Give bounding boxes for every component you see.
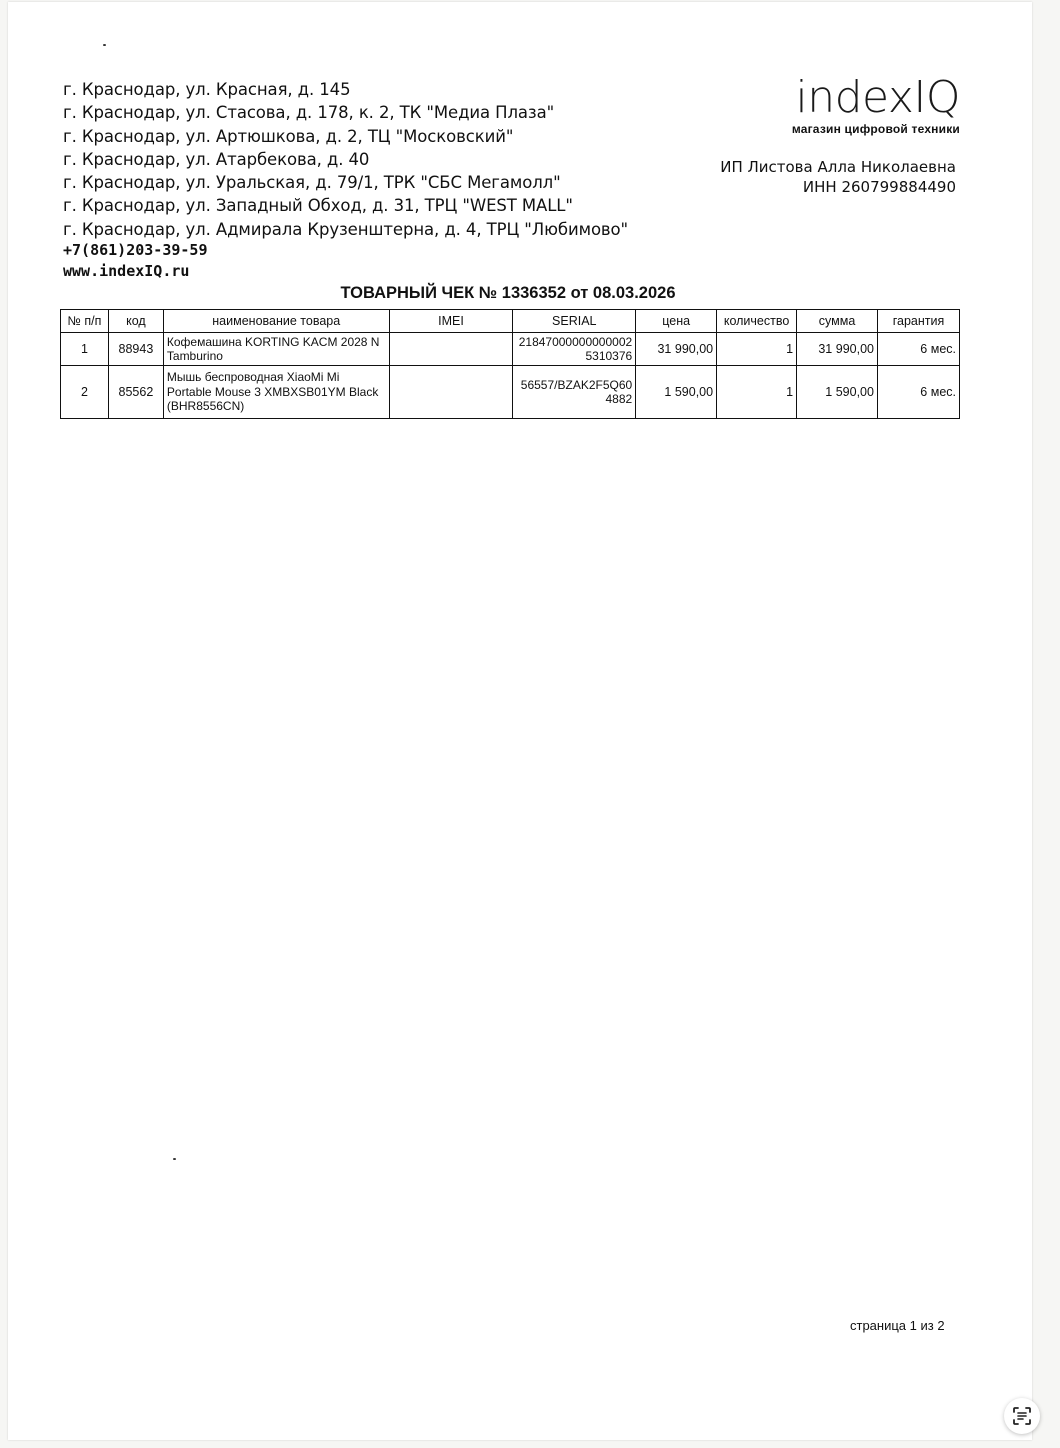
- store-phone: +7(861)203-39-59: [63, 241, 208, 259]
- seller-info: [720, 157, 956, 197]
- item-serial: 56557/BZAK2F5Q604882: [513, 366, 636, 419]
- item-warranty: 6 мес.: [877, 333, 959, 366]
- column-header: сумма: [797, 310, 878, 333]
- seller-name: ИП Листова Алла Николаевна: [720, 158, 956, 176]
- store-address: г. Краснодар, ул. Уральская, д. 79/1, ТРК "СБС Мегамолл": [63, 173, 561, 193]
- store-website: www.indexIQ.ru: [63, 262, 190, 280]
- column-header: № п/п: [61, 310, 109, 333]
- item-sum: 1 590,00: [797, 366, 878, 419]
- brand-block: [791, 72, 960, 136]
- item-imei: [389, 333, 513, 366]
- item-imei: [389, 366, 513, 419]
- store-address: г. Краснодар, ул. Красная, д. 145: [63, 80, 351, 99]
- store-contacts: [63, 240, 208, 282]
- page-number: страница 1 из 2: [850, 1318, 945, 1333]
- table-header-row: [61, 310, 960, 333]
- item-price: 1 590,00: [636, 366, 717, 419]
- item-warranty: 6 мес.: [877, 366, 959, 419]
- table-row: [61, 366, 960, 419]
- table-row: [61, 333, 960, 366]
- receipt-title: ТОВАРНЫЙ ЧЕК № 1336352 от 08.03.2026: [340, 284, 676, 302]
- scan-speck: [103, 44, 106, 46]
- store-address-list: [63, 78, 628, 241]
- item-code: 85562: [108, 366, 163, 419]
- column-header: цена: [636, 310, 717, 333]
- items-table: [60, 309, 960, 419]
- item-price: 31 990,00: [636, 333, 717, 366]
- brand-tagline: магазин цифровой техники: [791, 122, 960, 136]
- store-address: г. Краснодар, ул. Адмирала Крузенштерна, д. 4, ТРЦ "Любимово": [63, 219, 629, 239]
- row-number: 2: [61, 366, 109, 419]
- seller-inn: ИНН 260799884490: [802, 178, 956, 196]
- item-quantity: 1: [717, 366, 797, 419]
- column-header: наименование товара: [163, 310, 389, 333]
- column-header: SERIAL: [513, 310, 636, 333]
- column-header: гарантия: [877, 310, 959, 333]
- store-address: г. Краснодар, ул. Западный Обход, д. 31, ТРЦ "WEST MALL": [63, 196, 573, 216]
- column-header: количество: [717, 310, 797, 333]
- item-name: Мышь беспроводная XiaoMi Mi Portable Mouse 3 XMBXSB01YM Black (BHR8556CN): [163, 366, 389, 419]
- item-sum: 31 990,00: [797, 333, 878, 366]
- column-header: IMEI: [389, 310, 513, 333]
- store-address: г. Краснодар, ул. Атарбекова, д. 40: [63, 149, 370, 169]
- item-code: 88943: [108, 333, 163, 366]
- store-address: г. Краснодар, ул. Артюшкова, д. 2, ТЦ "Московский": [63, 126, 514, 146]
- row-number: 1: [61, 333, 109, 366]
- item-quantity: 1: [717, 333, 797, 366]
- scan-text-icon: [1004, 1398, 1040, 1434]
- text-scan-button[interactable]: [1004, 1398, 1040, 1434]
- store-address: г. Краснодар, ул. Стасова, д. 178, к. 2, ТК "Медиа Плаза": [63, 103, 555, 123]
- bleed-through-text: [300, 490, 305, 512]
- scan-speck: [173, 1158, 176, 1160]
- item-serial: 218470000000000025310376: [513, 333, 636, 366]
- brand-logo: indexIQ: [795, 72, 960, 123]
- column-header: код: [108, 310, 163, 333]
- item-name: Кофемашина KORTING KACM 2028 N Tamburino: [163, 333, 389, 366]
